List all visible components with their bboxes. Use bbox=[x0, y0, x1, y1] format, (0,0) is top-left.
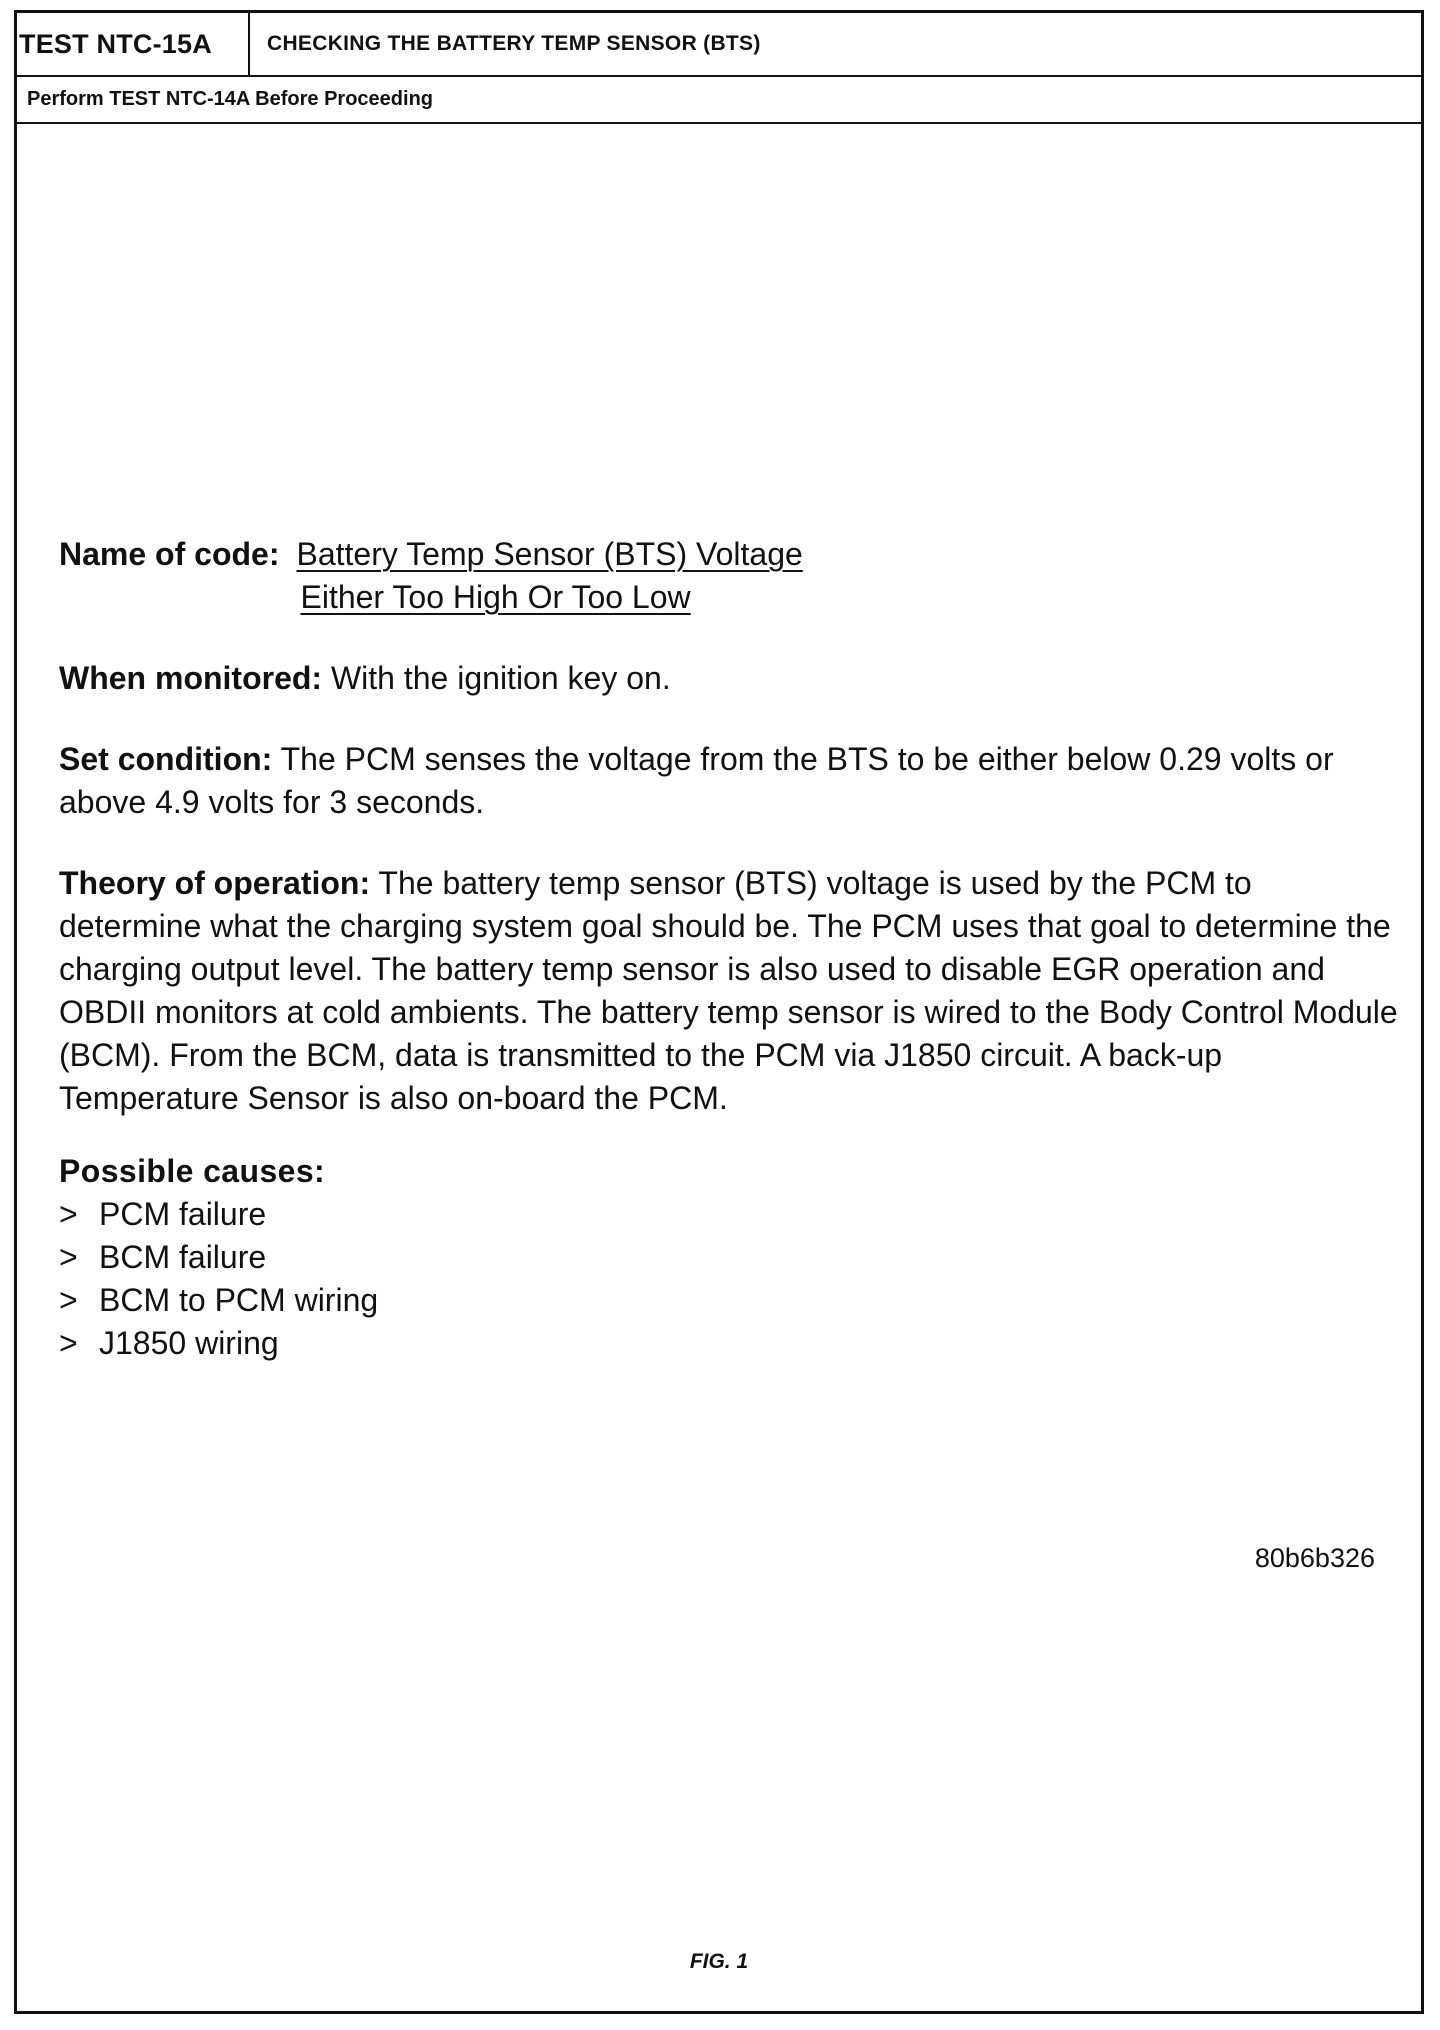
bullet-marker: > bbox=[59, 1239, 78, 1275]
code-name-value bbox=[296, 533, 802, 619]
document-code: 80b6b326 bbox=[1254, 1543, 1375, 1573]
theory-text: The battery temp sensor (BTS) voltage is used by the PCM to determine what the charging system goal should be. The PCM uses that goal to determine the charging output level. The battery temp sensor is also used to disable EGR operation and OBDII monitors at cold ambients. The battery temp sensor is wired to the Body Control Module (BCM). From the BCM, data is transmitted to the PCM via J1850 circuit. A back-up Temperature Sensor is also on-board the PCM. bbox=[59, 865, 1398, 1116]
document-frame bbox=[14, 10, 1424, 2014]
content-body bbox=[59, 533, 1399, 1365]
possible-causes-label: Possible causes: bbox=[59, 1153, 326, 1189]
bullet-marker: > bbox=[59, 1196, 78, 1232]
code-name-label: Name of code: bbox=[59, 536, 280, 572]
code-name-line-1: Battery Temp Sensor (BTS) Voltage bbox=[296, 536, 803, 572]
when-monitored-label: When monitored: bbox=[59, 660, 323, 696]
theory-section bbox=[59, 862, 1399, 1120]
header-row bbox=[17, 13, 1421, 77]
set-condition-section bbox=[59, 738, 1399, 824]
possible-causes-list bbox=[59, 1193, 1399, 1365]
test-title: CHECKING THE BATTERY TEMP SENSOR (BTS) bbox=[267, 32, 761, 55]
prerequisite-note: Perform TEST NTC-14A Before Proceeding bbox=[17, 77, 1421, 124]
test-id: TEST NTC-15A bbox=[17, 13, 250, 75]
bullet-marker: > bbox=[59, 1325, 78, 1361]
code-name-section bbox=[59, 533, 1399, 619]
when-monitored-text: With the ignition key on. bbox=[322, 660, 671, 696]
list-item: > BCM failure bbox=[59, 1236, 1399, 1279]
set-condition-label: Set condition: bbox=[59, 741, 273, 777]
theory-label: Theory of operation: bbox=[59, 865, 371, 901]
figure-label: FIG. 1 bbox=[689, 1950, 749, 1973]
code-name-line-2: Either Too High Or Too Low bbox=[300, 579, 691, 615]
bullet-marker: > bbox=[59, 1282, 78, 1318]
list-item: > PCM failure bbox=[59, 1193, 1399, 1236]
list-item: > BCM to PCM wiring bbox=[59, 1279, 1399, 1322]
list-item: > J1850 wiring bbox=[59, 1322, 1399, 1365]
when-monitored-section bbox=[59, 657, 1399, 700]
set-condition-text: The PCM senses the voltage from the BTS to be either below 0.29 volts or above 4.9 volts for 3 seconds. bbox=[59, 741, 1334, 820]
